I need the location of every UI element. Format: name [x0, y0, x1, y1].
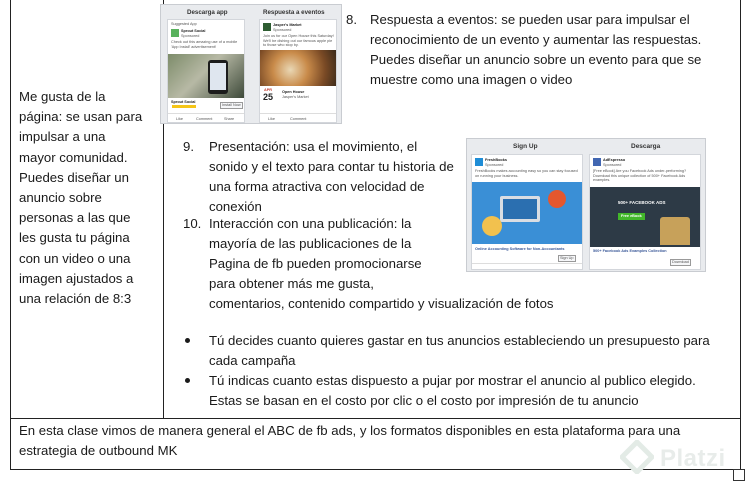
left-cell-line: impulsar a una: [19, 129, 106, 145]
bullet-text: Tú decides cuanto quieres gastar en tus anuncios estableciendo un presupuesto para cada campaña: [209, 333, 710, 368]
download-button[interactable]: Download: [672, 260, 689, 264]
list-number: 9.: [183, 139, 194, 154]
sponsored-label: Sponsored: [273, 27, 292, 32]
summary-text: En esta clase vimos de manera general el ABC de fb ads, y los formatos disponibles en esta plataforma para una estrategia de outbound MK: [19, 423, 681, 458]
ad-image: [472, 182, 582, 244]
list-item-text: Interacción con una publicación: la mayoría de las publicaciones de la Pagina de fb pueden promocionarse para obtener más me gusta,: [209, 216, 422, 291]
ad-preview-card: [589, 154, 701, 270]
page-name: FreshBooks: [485, 158, 507, 162]
left-cell-line: Puedes diseñar un: [19, 169, 129, 185]
event-month: APR: [264, 88, 273, 92]
left-cell-line: una relación de 8:3: [19, 291, 132, 307]
left-cell-line: anuncio sobre: [19, 190, 102, 206]
comment-action[interactable]: Comment: [290, 117, 307, 121]
list-number: 10.: [183, 216, 202, 231]
ad-image: [590, 187, 700, 247]
event-day: 25: [263, 92, 274, 102]
list-item-8: [346, 10, 718, 90]
install-button[interactable]: Install Now: [222, 103, 241, 107]
ad-format-image-signup-download: [466, 138, 706, 272]
ad-body: FreshBooks makes accounting easy so you can stay focused on running your business.: [475, 169, 578, 178]
event-detail: Jasper's Market: [282, 95, 309, 99]
ad-preview-card: [167, 19, 245, 123]
row-divider: [11, 418, 740, 419]
bullet-dot-icon: [185, 378, 190, 383]
list-item-text-tail: comentarios, contenido compartido y visualización de fotos: [209, 296, 554, 311]
image-header: Descarga: [631, 143, 661, 150]
event-name: Open House: [282, 90, 305, 94]
ad-body: Check out this amazing use of a mobile 'App Install' advertisement!: [171, 40, 238, 49]
left-cell-line: imagen ajustados a: [19, 270, 134, 286]
left-cell-line: personas a las que: [19, 210, 131, 226]
watermark-text: Platzi: [660, 445, 726, 472]
ad-body: Join us for our Open House this Saturday! We'll be dishing out our famous apple pie to those who stop by.: [263, 34, 334, 47]
ad-image: [260, 50, 336, 86]
sign-up-button[interactable]: Sign Up: [560, 256, 574, 260]
page-avatar: [263, 23, 271, 31]
left-cell-line: con un video o una: [19, 250, 131, 266]
left-cell-line: página: se usan para: [19, 109, 143, 125]
banner-text: 500+ FACEBOOK ADS: [618, 200, 666, 205]
page-avatar: [593, 158, 601, 166]
bullet-dot-icon: [185, 338, 190, 343]
list-item-text: Respuesta a eventos: se pueden usar para impulsar el reconocimiento de un evento y aumentar las respuestas. Puedes diseñar un anuncio sobre un evento para que se muestre como una imagen o video: [370, 12, 702, 87]
resize-handle[interactable]: [733, 469, 745, 481]
ad-body: [Free eBook] Are you Facebook Ads under-performing? Download this unique collection of 500+ Facebook Ads examples.: [593, 169, 687, 182]
platzi-logo-icon: [620, 440, 654, 474]
page-name: AdEspresso: [603, 158, 626, 162]
page-name: Sprout Social: [181, 29, 206, 33]
share-action[interactable]: Share: [224, 117, 235, 121]
sponsored-label: Sponsored: [603, 162, 622, 167]
bullet-item: [183, 331, 723, 371]
page-name: Jasper's Market: [273, 23, 302, 27]
image-header: Descarga app: [187, 9, 228, 16]
card-label: Suggested App: [171, 22, 197, 26]
like-action[interactable]: Like: [176, 117, 183, 121]
page-avatar: [475, 158, 483, 166]
left-cell-text: [19, 87, 149, 309]
image-header: Sign Up: [513, 143, 538, 150]
left-cell-line: Me gusta de la: [19, 89, 106, 104]
ad-format-image-app-event: [160, 4, 342, 124]
image-header: Respuesta a eventos: [263, 9, 325, 16]
page-avatar: [171, 29, 179, 37]
platzi-watermark: [620, 440, 745, 478]
ad-preview-card: [471, 154, 583, 270]
bullet-text: Tú indicas cuanto estas dispuesto a pujar por mostrar el anuncio al publico elegido. Estas se basan en el costo por clic o el costo por impresión de tu anuncio: [209, 373, 696, 408]
ad-headline: 500+ Facebook Ads Examples Collection: [593, 249, 667, 253]
sponsored-label: Sponsored: [485, 162, 504, 167]
ad-image: [168, 54, 244, 98]
sponsored-label: Sponsored: [181, 33, 200, 38]
ad-preview-card: [259, 19, 337, 123]
app-name: Sprout Social: [171, 100, 196, 104]
star-rating-icon: [172, 105, 196, 108]
list-number: 8.: [346, 12, 357, 27]
free-ebook-button[interactable]: Free eBook: [618, 213, 645, 220]
list-item-9: [183, 137, 458, 217]
bullet-item: [183, 371, 723, 411]
left-cell-line: mayor comunidad.: [19, 149, 128, 165]
comment-action[interactable]: Comment: [196, 117, 213, 121]
like-action[interactable]: Like: [268, 117, 275, 121]
left-cell-line: les gusta tu página: [19, 230, 130, 246]
list-item-text: Presentación: usa el movimiento, el sonido y el texto para contar tu historia de una forma atractiva con velocidad de conexión: [209, 139, 454, 214]
ad-headline: Online Accounting Software for Non-Accountants: [475, 247, 565, 251]
